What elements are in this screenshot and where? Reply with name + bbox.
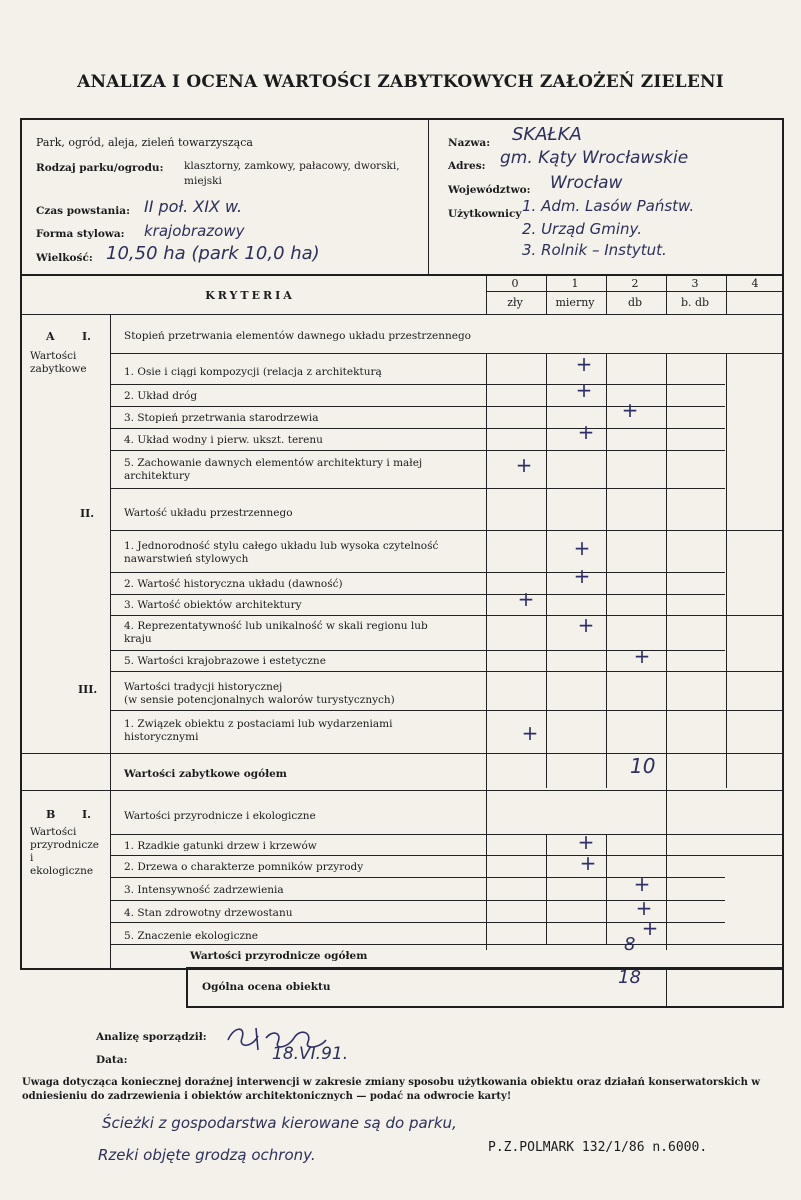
overall-label: Ogólna ocena obiektu bbox=[202, 981, 331, 993]
czas-value: II poł. XIX w. bbox=[144, 197, 243, 216]
criterion-a2-3: 3. Wartość obiektów architektury bbox=[124, 599, 302, 611]
criterion-a1-4: 4. Układ wodny i pierw. ukszt. terenu bbox=[124, 434, 323, 446]
object-type-line: Park, ogród, aleja, zieleń towarzysząca bbox=[36, 136, 253, 149]
rodzaj-options-1: klasztorny, zamkowy, pałacowy, dworski, bbox=[184, 160, 400, 172]
score-0-number: 0 bbox=[511, 277, 519, 290]
score-col-1 bbox=[546, 354, 547, 788]
group2-title: Wartość układu przestrzennego bbox=[124, 507, 293, 519]
wojewodztwo-value: Wrocław bbox=[550, 173, 623, 193]
hdr-col-3 bbox=[666, 275, 667, 314]
check-mark: + bbox=[575, 378, 593, 402]
score-1-name: mierny bbox=[555, 296, 595, 309]
section-b-letter: B bbox=[46, 808, 56, 821]
group3-title-bottom bbox=[111, 710, 783, 711]
row-line bbox=[111, 594, 725, 595]
check-mark: + bbox=[521, 721, 539, 745]
group3-title-1: Wartości tradycji historycznej bbox=[124, 681, 283, 693]
score-col-2b bbox=[606, 835, 607, 945]
section-a-roman: I. bbox=[82, 330, 91, 343]
criterion-a1-1: 1. Osie i ciągi kompozycji (relacja z architekturą bbox=[124, 366, 382, 378]
check-mark: + bbox=[579, 851, 597, 875]
group3-title-2: (w sensie potencjonalnych walorów turystycznych) bbox=[124, 694, 395, 706]
score-1-number: 1 bbox=[571, 277, 579, 290]
row-line bbox=[111, 384, 725, 385]
criterion-a2-2: 2. Wartość historyczna układu (dawność) bbox=[124, 578, 343, 590]
criterion-a1-5: 5. Zachowanie dawnych elementów architektury i małej architektury bbox=[124, 457, 423, 482]
adres-label: Adres: bbox=[448, 160, 486, 172]
total-b-value: 8 bbox=[624, 934, 636, 955]
check-mark: + bbox=[577, 420, 595, 444]
uwaga-note: Uwaga dotycząca koniecznej doraźnej interwencji w zakresie zmiany sposobu użytkowania obiektu oraz działań konserwatorskich w odniesieniu do zadrzewienia i obiektów architektonicznych — podać na odwrocie karty! bbox=[22, 1077, 760, 1102]
criterion-a2-1: 1. Jednorodność stylu całego układu lub wysoka czytelność nawarstwień stylowych bbox=[124, 540, 439, 565]
header-row-bottom bbox=[21, 314, 783, 315]
czas-label: Czas powstania: bbox=[36, 205, 130, 217]
score-col-3 bbox=[666, 354, 667, 950]
check-mark: + bbox=[577, 613, 595, 637]
criterion-a2-4: 4. Reprezentatywność lub unikalność w skali regionu lub kraju bbox=[124, 620, 428, 645]
criterion-a1-3: 3. Stopień przetrwania starodrzewia bbox=[124, 412, 319, 424]
score-col-4 bbox=[726, 354, 727, 788]
analiza-label: Analizę sporządził: bbox=[96, 1031, 207, 1043]
score-3-number: 3 bbox=[691, 277, 699, 290]
row-line bbox=[111, 428, 725, 429]
hdr-col-1 bbox=[546, 275, 547, 314]
check-mark: + bbox=[573, 536, 591, 560]
rodzaj-options-2: miejski bbox=[184, 175, 222, 187]
score-2-number: 2 bbox=[631, 277, 639, 290]
forma-value: krajobrazowy bbox=[144, 222, 245, 240]
hdr-col-4 bbox=[726, 275, 727, 314]
adres-value: gm. Kąty Wrocławskie bbox=[500, 148, 689, 168]
wielkosc-value: 10,50 ha (park 10,0 ha) bbox=[106, 243, 320, 264]
criterion-b1-4: 4. Stan zdrowotny drzewostanu bbox=[124, 907, 293, 919]
row-line bbox=[111, 671, 783, 672]
check-mark: + bbox=[515, 453, 533, 477]
check-mark: + bbox=[633, 644, 651, 668]
rodzaj-label: Rodzaj parku/ogrodu: bbox=[36, 162, 164, 174]
check-mark: + bbox=[633, 872, 651, 896]
total-a-label: Wartości zabytkowe ogółem bbox=[124, 768, 287, 780]
wojewodztwo-label: Województwo: bbox=[448, 184, 531, 196]
row-line bbox=[111, 572, 725, 573]
overall-value: 18 bbox=[618, 967, 641, 988]
score-col-0 bbox=[486, 354, 487, 950]
data-label: Data: bbox=[96, 1054, 128, 1066]
nazwa-label: Nazwa: bbox=[448, 137, 491, 149]
document-title: ANALIZA I OCENA WARTOŚCI ZABYTKOWYCH ZAŁOŻEŃ ZIELENI bbox=[77, 72, 724, 92]
check-mark: + bbox=[641, 916, 659, 940]
check-mark: + bbox=[577, 830, 595, 854]
check-mark: + bbox=[517, 587, 535, 611]
group-b-title: Wartości przyrodnicze i ekologiczne bbox=[124, 810, 316, 822]
group-b-title-bottom bbox=[111, 834, 783, 835]
group1-title-bottom bbox=[111, 353, 783, 354]
hdr-col-0 bbox=[486, 275, 487, 314]
row-line bbox=[111, 615, 783, 616]
check-mark: + bbox=[575, 352, 593, 376]
group1-title: Stopień przetrwania elementów dawnego układu przestrzennego bbox=[124, 330, 471, 342]
total-b-label: Wartości przyrodnicze ogółem bbox=[190, 950, 368, 962]
uzytkownik-1: 1. Adm. Lasów Państw. bbox=[522, 197, 695, 215]
section-a-group3-roman: III. bbox=[78, 683, 98, 696]
score-4-number: 4 bbox=[751, 277, 759, 290]
header-mid-line bbox=[486, 291, 784, 292]
data-value: 18.VI.91. bbox=[272, 1044, 349, 1064]
score-col-1b bbox=[546, 835, 547, 945]
criterion-b1-3: 3. Intensywność zadrzewienia bbox=[124, 884, 284, 896]
wielkosc-label: Wielkość: bbox=[36, 252, 93, 264]
row-line bbox=[111, 855, 783, 856]
check-mark: + bbox=[635, 896, 653, 920]
row-line bbox=[111, 488, 725, 489]
nazwa-value: SKAŁKA bbox=[512, 124, 582, 145]
uzytkownicy-label: Użytkownicy bbox=[448, 208, 522, 220]
category-column-divider bbox=[110, 315, 111, 970]
row-line bbox=[111, 944, 783, 945]
section-a-group2-roman: II. bbox=[80, 507, 95, 520]
group2-title-bottom bbox=[111, 530, 783, 531]
row-line bbox=[111, 450, 725, 451]
hdr-col-2 bbox=[606, 275, 607, 314]
handwritten-note-1: Ścieżki z gospodarstwa kierowane są do parku, bbox=[102, 1114, 457, 1132]
row-line bbox=[21, 753, 783, 754]
score-0-name: zły bbox=[507, 296, 523, 309]
uzytkownik-3: 3. Rolnik – Instytut. bbox=[522, 241, 667, 259]
uzytkownik-2: 2. Urząd Gminy. bbox=[522, 220, 642, 238]
section-b-roman: I. bbox=[82, 808, 91, 821]
section-b-name: Wartości przyrodnicze i ekologiczne bbox=[30, 826, 100, 877]
check-mark: + bbox=[573, 564, 591, 588]
check-mark: + bbox=[621, 398, 639, 422]
criterion-a1-2: 2. Układ dróg bbox=[124, 390, 198, 402]
handwritten-note-2: Rzeki objęte grodzą ochrony. bbox=[98, 1146, 316, 1164]
overall-divider bbox=[666, 968, 667, 1007]
total-a-bottom bbox=[21, 790, 783, 791]
row-line bbox=[111, 922, 725, 923]
score-3-name: b. db bbox=[680, 296, 710, 309]
score-2-name: db bbox=[627, 296, 643, 309]
score-col-2 bbox=[606, 354, 607, 788]
kryteria-label: KRYTERIA bbox=[205, 289, 295, 302]
criterion-b1-5: 5. Znaczenie ekologiczne bbox=[124, 930, 259, 942]
print-reference: P.Z.POLMARK 132/1/86 n.6000. bbox=[488, 1140, 708, 1155]
criterion-a3-1: 1. Związek obiektu z postaciami lub wydarzeniami historycznymi bbox=[124, 718, 393, 743]
criterion-a2-5: 5. Wartości krajobrazowe i estetyczne bbox=[124, 655, 326, 667]
section-a-letter: A bbox=[46, 330, 55, 343]
header-divider bbox=[428, 119, 429, 275]
forma-label: Forma stylowa: bbox=[36, 228, 125, 240]
section-a-name: Wartości zabytkowe bbox=[30, 350, 87, 375]
total-a-value: 10 bbox=[630, 754, 656, 778]
criterion-b1-1: 1. Rzadkie gatunki drzew i krzewów bbox=[124, 840, 317, 852]
criterion-b1-2: 2. Drzewa o charakterze pomników przyrody bbox=[124, 861, 364, 873]
